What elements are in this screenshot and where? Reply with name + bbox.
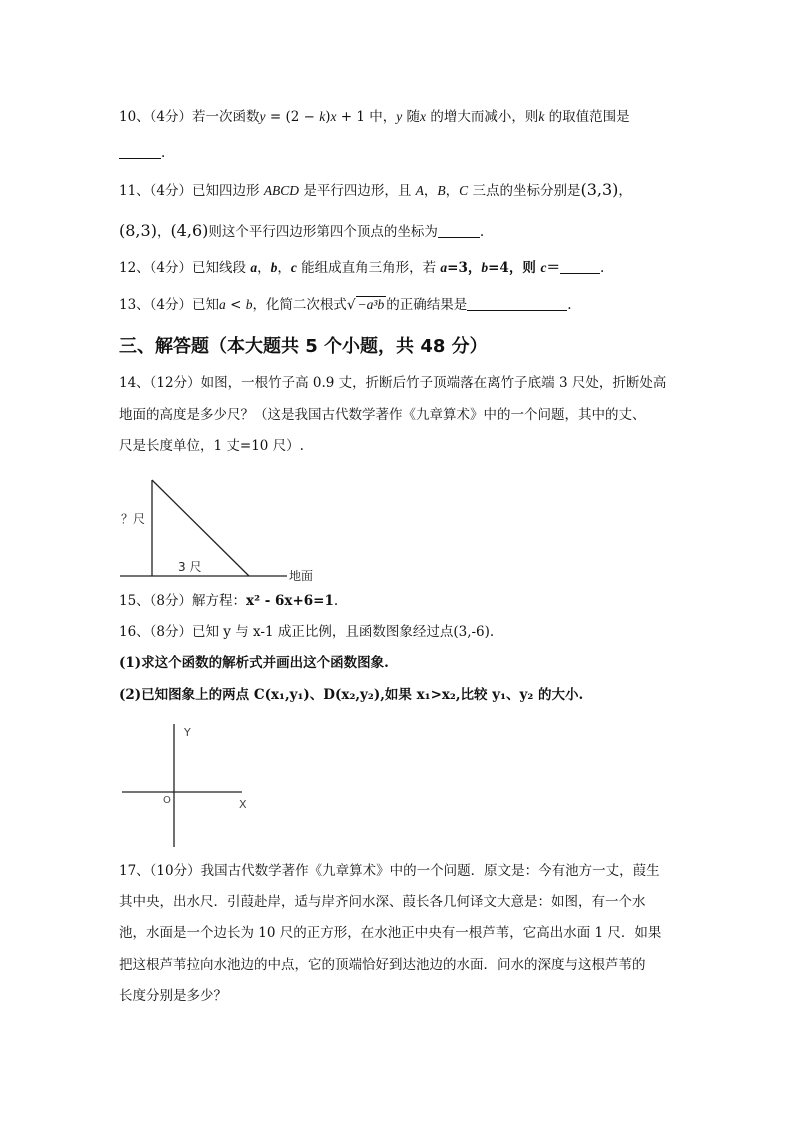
q10-suffix: 的取值范围是 — [544, 109, 630, 125]
q11-point-3: (4,6) — [170, 221, 209, 240]
q12-b: b — [270, 260, 278, 275]
q14-height-label: ？尺 — [121, 512, 146, 526]
q11-comma1: ， — [423, 183, 438, 199]
q11-point-1: (3,3) — [580, 180, 619, 199]
q10-end: . — [161, 145, 166, 161]
q10-prefix: 10、（4分）若一次函数 — [119, 109, 260, 125]
q12-mid: 能组成直角三角形，若 — [296, 260, 441, 276]
q13-mid: ，化简二次根式 — [252, 297, 347, 313]
q15-equation: x² - 6x+6=1 — [246, 593, 334, 609]
question-14-line2: 地面的高度是多少尺？（这是我国古代数学著作《九章算术》中的一个问题，其中的丈、 — [119, 407, 646, 423]
q13-prefix: 13、（4分）已知 — [119, 297, 220, 313]
question-17-line4: 把这根芦苇拉向水池边的中点，它的顶端恰好到达池边的水面．问水的深度与这根芦苇的 — [119, 957, 646, 973]
question-14-line3: 尺是长度单位，1 丈=10 尺）. — [119, 438, 304, 454]
q13-cond-lt: < — [225, 297, 246, 313]
q13-suffix: 的正确结果是 — [386, 297, 468, 313]
q12-prefix: 12、（4分）已知线段 — [119, 260, 251, 276]
q11-comma4: ， — [156, 224, 171, 240]
q10-formula-x: x — [330, 109, 337, 124]
q16-x-label: X — [239, 798, 247, 811]
q14-base-label: 3 尺 — [178, 560, 202, 574]
q10-mid: 中， — [364, 109, 397, 125]
q10-answer-blank[interactable] — [119, 144, 161, 159]
q12-beq: b — [481, 260, 489, 275]
q11-point-2: (8,3) — [119, 221, 157, 240]
q10-x: x — [420, 109, 427, 124]
question-16-line3: (2)已知图象上的两点 C(x₁,y₁)、D(x₂,y₂),如果 x₁>x₂,比较 y₁、y₂ 的大小. — [119, 687, 584, 703]
q10-formula-k: k — [319, 109, 326, 124]
section-3-heading: 三、解答题（本大题共 5 个小题，共 48 分） — [119, 336, 488, 357]
q10-mid2: 随 — [402, 109, 421, 125]
question-17-line1: 17、（10分）我国古代数学著作《九章算术》中的一个问题．原文是：今有池方一丈，葭生 — [119, 863, 660, 879]
q12-answer-blank[interactable] — [560, 259, 600, 274]
q11-mid2: 三点的坐标分别是 — [468, 183, 581, 199]
question-13 — [119, 295, 572, 315]
q12-end: . — [600, 260, 605, 276]
q11-mid: 是平行四边形，且 — [299, 183, 416, 199]
q13-cond-b: b — [245, 297, 253, 312]
question-17-line2: 其中央，出水尺．引葭赴岸，适与岸齐问水深、葭长各几何译文大意是：如图，有一个水 — [119, 894, 646, 910]
q16-axes-figure — [118, 720, 258, 850]
question-17-line3: 池，水面是一个边长为 10 尺的正方形，在水池正中央有一根芦苇，它高出水面 1 尺．如果 — [119, 925, 662, 941]
q10-formula-tail: + 1 — [336, 109, 365, 125]
q11-comma3: ， — [618, 183, 632, 199]
q10-y: y — [396, 109, 403, 124]
q16-origin-label: O — [163, 795, 171, 806]
q14-ground-label: 地面 — [289, 569, 314, 583]
q11-abcd: ABCD — [263, 183, 300, 198]
question-10-answer — [119, 143, 165, 163]
question-16-line1: 16、（8分）已知 y 与 x-1 成正比例，且函数图象经过点(3,-6). — [119, 624, 495, 640]
question-14-line1: 14、（12分）如图，一根竹子高 0.9 丈，折断后竹子顶端落在离竹子底端 3 尺处，折断处高 — [119, 375, 667, 391]
q13-cond-a: a — [219, 297, 226, 312]
question-17-line5: 长度分别是多少？ — [119, 988, 227, 1004]
question-11 — [119, 180, 632, 201]
q11-a: A — [415, 183, 424, 198]
q12-s2: ， — [277, 260, 291, 276]
q13-answer-blank[interactable] — [467, 296, 567, 311]
q10-formula-paren: (2 − — [285, 109, 320, 125]
q10-formula-close: ) — [325, 109, 331, 125]
q14-triangle-figure — [115, 470, 330, 585]
q15-end: . — [333, 593, 339, 609]
q15-prefix: 15、（8分）解方程： — [119, 593, 247, 609]
question-12 — [119, 258, 604, 278]
q10-formula-y: y — [259, 109, 266, 124]
q11-prefix: 11、（4分）已知四边形 — [119, 183, 264, 199]
q11-end: . — [479, 224, 485, 240]
question-15 — [119, 591, 338, 611]
q13-end: . — [567, 297, 572, 313]
q12-c: c — [290, 260, 297, 275]
question-11-line2 — [119, 221, 484, 242]
q13-radical — [347, 295, 386, 315]
q10-mid3: 的增大而减小，则 — [426, 109, 539, 125]
q11-c: C — [459, 183, 469, 198]
q10-formula-eq: = — [265, 109, 286, 125]
q12-cval: ＝ — [546, 260, 561, 276]
q11-b: B — [437, 183, 446, 198]
question-10 — [119, 107, 630, 127]
sqrt-icon: √ — [346, 297, 356, 313]
q12-a: a — [250, 260, 258, 275]
q11-suffix: 则这个平行四边形第四个顶点的坐标为 — [208, 224, 438, 240]
q11-comma2: ， — [445, 183, 460, 199]
question-16-line2: (1)求这个函数的解析式并画出这个函数图象. — [119, 655, 389, 671]
q11-answer-blank[interactable] — [438, 223, 480, 238]
q10-k: k — [538, 109, 545, 124]
q12-bval: =4，则 — [488, 260, 541, 276]
q12-aeq: a — [440, 260, 448, 275]
q12-s1: ， — [257, 260, 271, 276]
q12-ceq: c — [540, 260, 547, 275]
q16-y-label: Y — [184, 726, 191, 739]
q13-radicand: −a³b — [357, 297, 385, 312]
q12-aval: =3， — [447, 260, 482, 276]
